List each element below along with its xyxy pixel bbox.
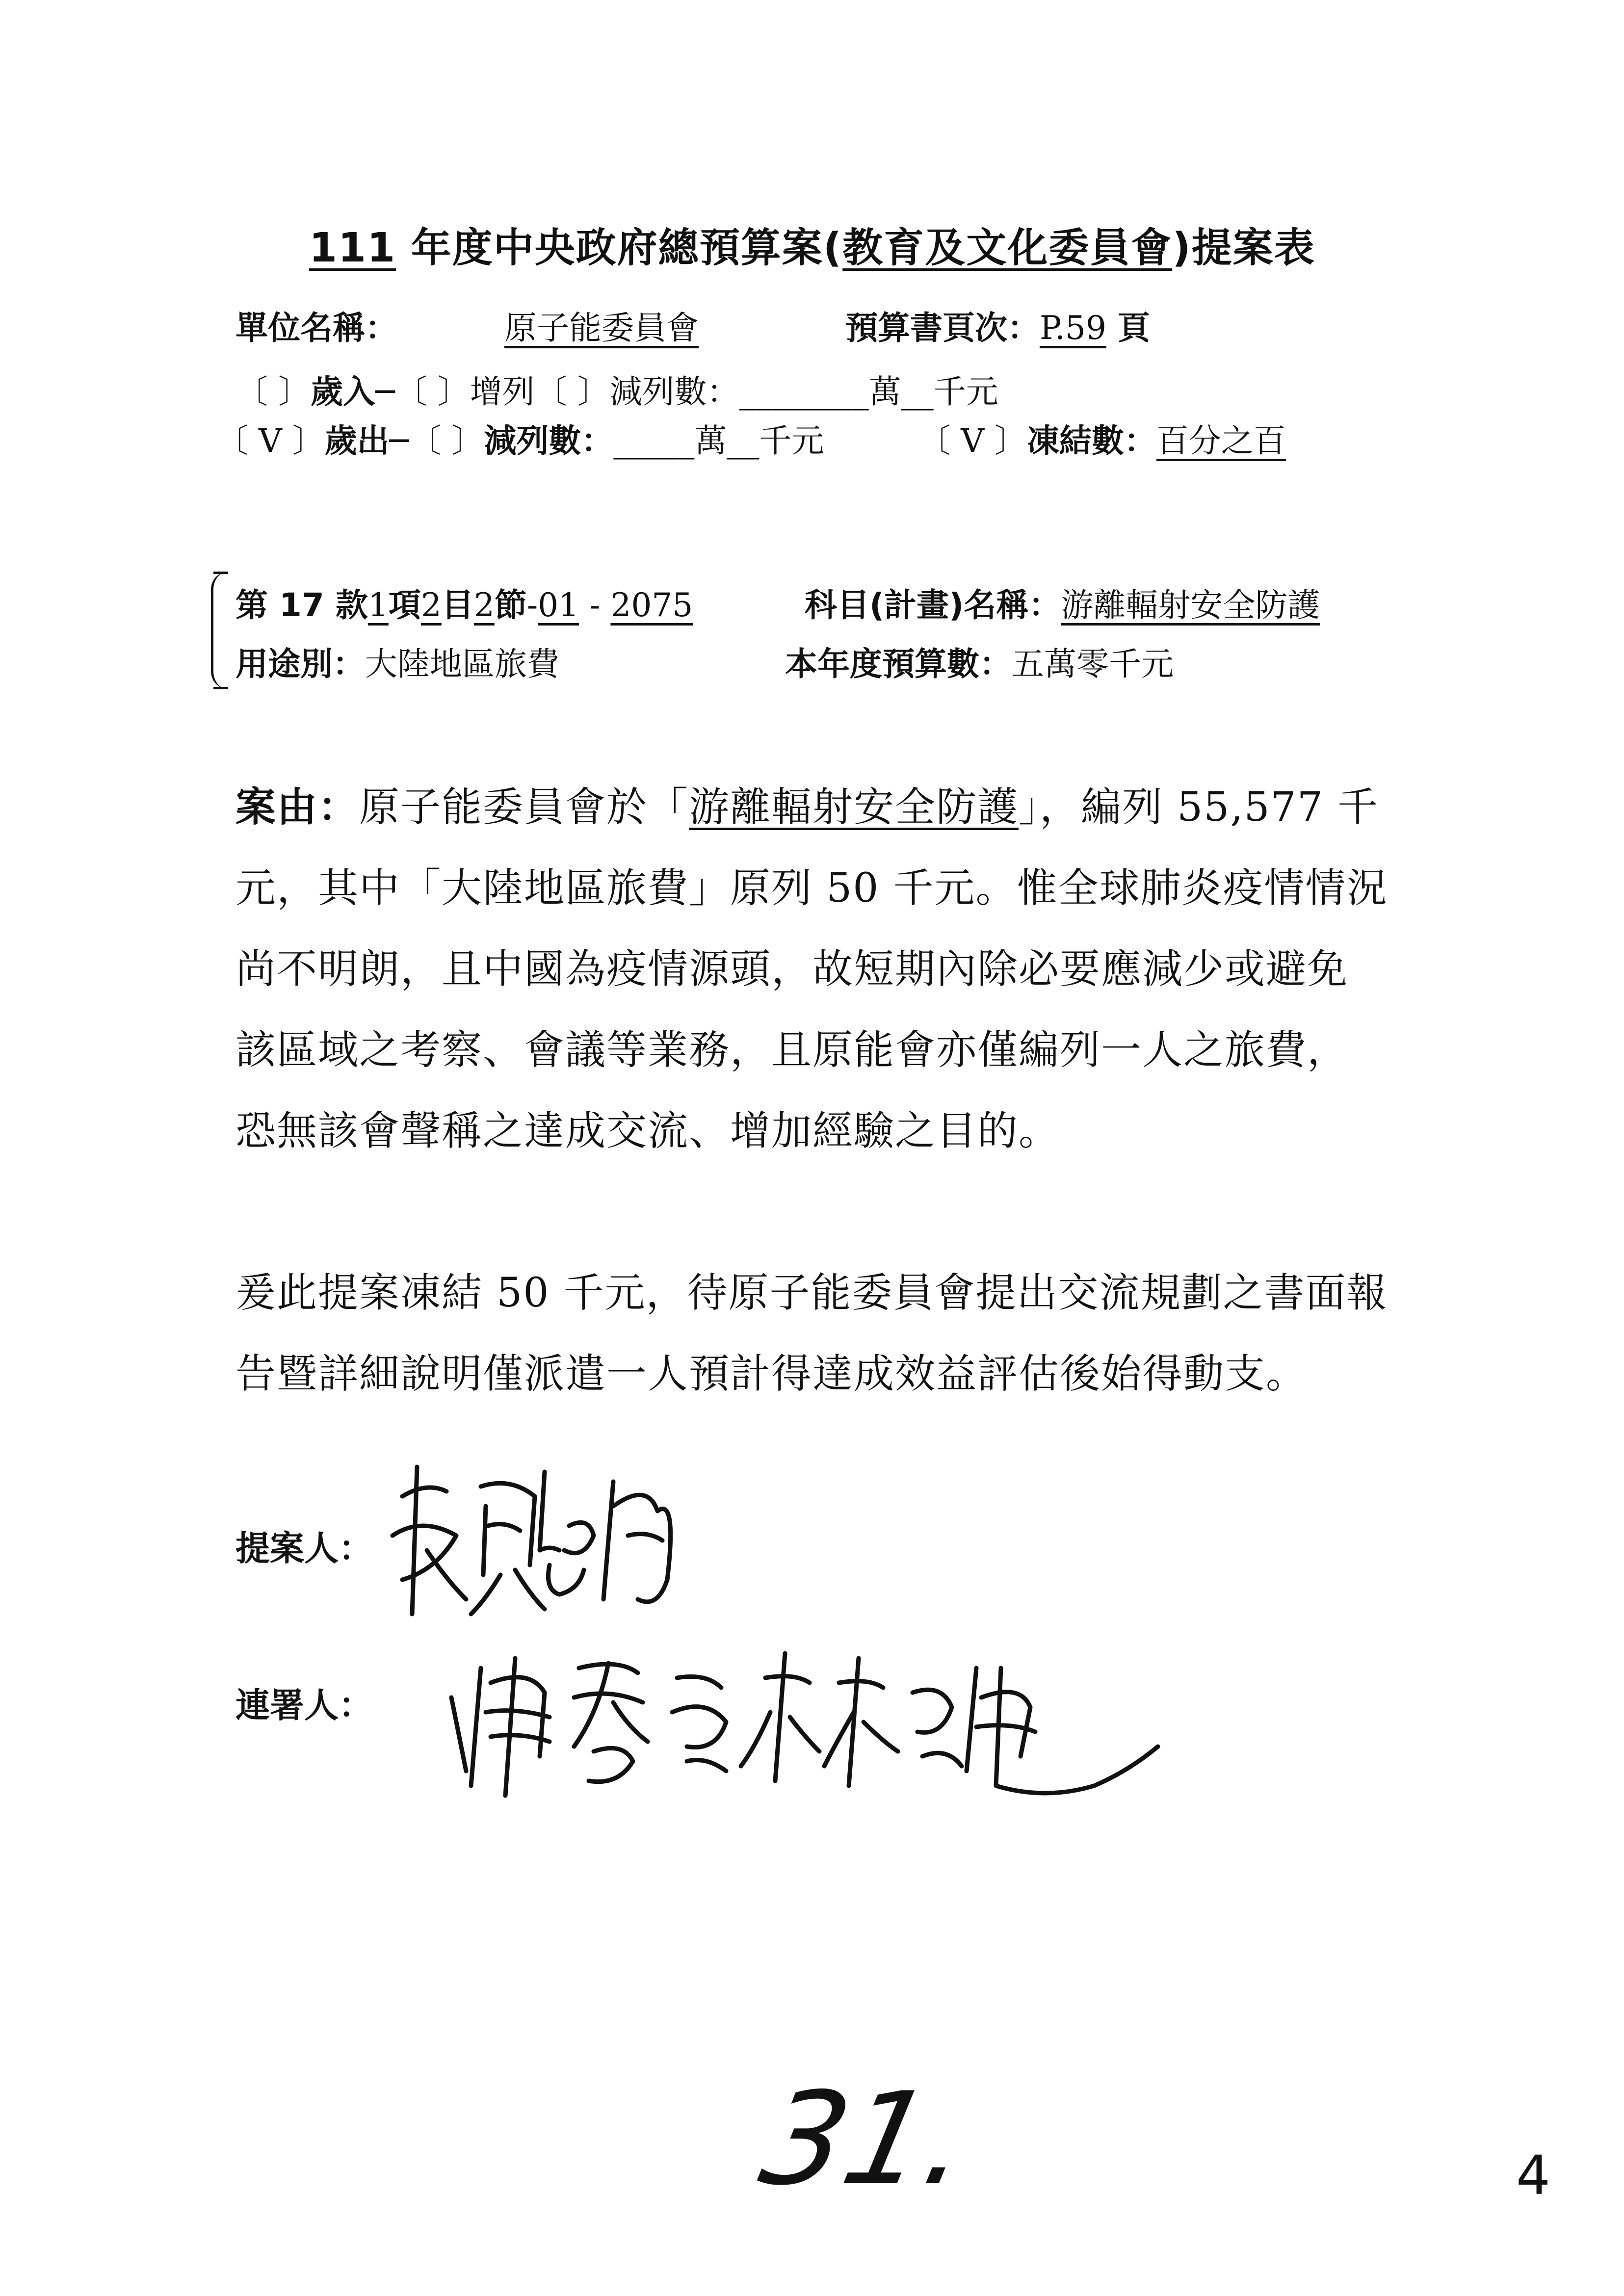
- subject-line: 科目(計畫)名稱：游離輻射安全防護: [805, 586, 1320, 624]
- page-number: 4: [1516, 2144, 1550, 2207]
- proposer-signature: [383, 1452, 697, 1629]
- reason-line-1: 案由：原子能委員會於「游離輻射安全防護」，編列 55,577 千: [236, 784, 1379, 831]
- freeze-value: 百分之百: [1156, 422, 1286, 460]
- page-ref-label: 預算書頁次：: [845, 309, 1040, 347]
- expense-line: 〔 V 〕歲出─〔 〕減列數：_____萬__千元 〔 V 〕凍結數：百分之百: [216, 422, 1286, 460]
- budget-line: 本年度預算數：五萬零千元: [785, 645, 1174, 683]
- handwritten-number: 31.: [749, 2065, 984, 2214]
- resolution-line-2: 告暨詳細說明僅派遣一人預計得達成效益評估後始得動支。: [236, 1351, 1308, 1397]
- revenue-checkbox: 〔 〕: [236, 373, 311, 411]
- title-committee: 教育及文化委員會: [842, 225, 1173, 271]
- resolution-line-1: 爰此提案凍結 50 千元，待原子能委員會提出交流規劃之書面報: [236, 1270, 1388, 1316]
- item-line: 第 17 款1項2目2節-01 - 2075: [236, 586, 693, 624]
- expense-checkbox: 〔 V 〕: [216, 422, 325, 460]
- reason-line-2: 元，其中「大陸地區旅費」原列 50 千元。惟全球肺炎疫情情況: [236, 865, 1388, 912]
- cosigner-signatures: [432, 1639, 1168, 1800]
- budget-value: 五萬零千元: [1012, 645, 1174, 683]
- reason-label: 案由：: [236, 784, 360, 831]
- use-line: 用途別：大陸地區旅費: [236, 645, 559, 683]
- unit-line: 單位名稱： 原子能委員會 預算書頁次：P.59 頁: [236, 302, 1150, 348]
- title-year: 111: [309, 225, 396, 271]
- reason-line-4: 該區域之考察、會議等業務，且原能會亦僅編列一人之旅費，: [236, 1027, 1349, 1073]
- cosigner-label: 連署人：: [236, 1685, 373, 1725]
- revenue-line: 〔 〕歲入─〔 〕增列〔 〕減列數：________萬__千元: [236, 373, 998, 411]
- form-title: 111 年度中央政府總預算案(教育及文化委員會)提案表: [309, 225, 1315, 271]
- unit-value: 原子能委員會: [504, 309, 699, 347]
- freeze-checkbox: 〔 V 〕: [918, 422, 1027, 460]
- item-brace: [211, 572, 233, 689]
- unit-label: 單位名稱：: [236, 309, 397, 347]
- subject-value: 游離輻射安全防護: [1061, 586, 1320, 624]
- page-ref-value: P.59: [1039, 309, 1106, 347]
- proposer-label: 提案人：: [236, 1528, 373, 1568]
- reason-line-5: 恐無該會聲稱之達成交流、增加經驗之目的。: [236, 1108, 1060, 1154]
- use-value: 大陸地區旅費: [365, 645, 559, 683]
- reason-line-3: 尚不明朗，且中國為疫情源頭，故短期內除必要應減少或避免: [236, 946, 1349, 992]
